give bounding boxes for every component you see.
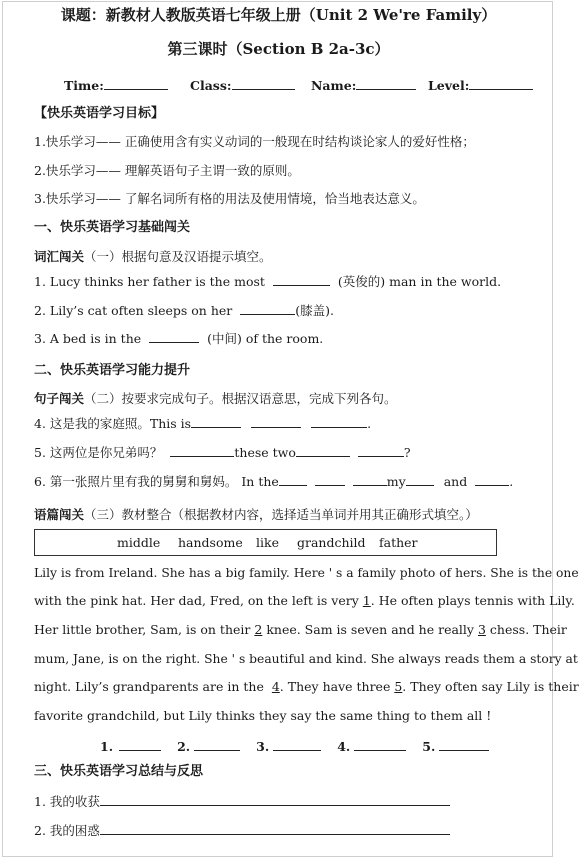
passage-line-2 [34,593,575,609]
section2-passage-subheading [34,507,478,523]
question-6-blank-4[interactable] [406,473,434,486]
question-1-blank[interactable] [273,273,330,286]
goals-heading: 【快乐英语学习目标】 [34,106,165,121]
section3-heading: 三、快乐英语学习总结与反思 [34,764,204,779]
name-blank[interactable] [356,76,416,90]
question-6-blank-3[interactable] [353,473,387,486]
goal-item-2: 2.快乐学习—— 理解英语句子主谓一致的原则。 [34,163,300,178]
reflection-gains [34,793,450,810]
passage-label: 语篇闯关 [34,507,85,522]
question-6: 6. 第一张照片里有我的舅舅和舅妈。 In the my and . [34,474,514,489]
question-3-blank[interactable] [149,330,199,343]
answer-row [100,738,489,755]
passage-text: . They often say Lily is their [402,679,579,694]
question-6-and: and [443,474,468,489]
question-4-text: 4. 这是我的家庭照。This is [34,416,192,431]
passage-line-1: Lily is from Ireland. She has a big family. Here ' s a family photo of hers. She is the one [34,566,579,580]
question-6-my: my [386,474,406,489]
section1-subheading [34,249,272,265]
question-6-blank-1[interactable] [279,473,307,486]
passage-text: chess. Their [489,622,567,637]
class-label: Class: [190,78,232,93]
passage-text: Her little brother, Sam, is on their [34,622,251,637]
answer-blank-5[interactable] [439,738,489,751]
question-1-text: 1. Lucy thinks her father is the most [34,274,265,289]
question-4-blank-1[interactable] [191,415,241,428]
name-label: Name: [311,78,357,93]
sentence-label: 句子闯关 [34,391,85,406]
answer-blank-4[interactable] [354,738,406,751]
question-2 [34,302,334,319]
passage-line-3 [34,622,567,638]
answer-blank-2[interactable] [194,738,240,751]
question-5-blank-3[interactable] [358,444,404,457]
level-field [428,76,533,94]
question-6-blank-2[interactable] [315,473,345,486]
passage-blank-1: 1 [362,593,371,608]
reflection-gains-label: 1. 我的收获 [34,794,100,809]
word-bank-item: father [379,535,418,550]
answer-number: 5. [422,739,436,754]
question-5-blank-1[interactable] [170,444,234,457]
level-blank[interactable] [469,76,533,90]
question-2-text: 2. Lily’s cat often sleeps on her [34,303,233,318]
passage-text: . They have three [279,679,391,694]
passage-blank-3: 3 [477,622,486,637]
question-3 [34,330,323,347]
passage-line-5 [34,679,579,695]
answer-number: 1. [100,739,114,754]
goal-item-1: 1.快乐学习—— 正确使用含有实义动词的一般现在时结构谈论家人的爱好性格； [34,134,475,149]
passage-blank-5: 5 [394,679,403,694]
class-blank[interactable] [232,76,295,90]
passage-line-6: favorite grandchild, but Lily thinks they say the same thing to them all ! [34,708,492,723]
question-4-blank-2[interactable] [251,415,301,428]
vocab-instruction: （一）根据句意及汉语提示填空。 [84,249,272,264]
word-bank-item: grandchild [297,535,366,550]
section2-heading: 二、快乐英语学习能力提升 [34,363,191,378]
time-blank[interactable] [104,76,168,90]
passage-instruction: （三）教材整合（根据教材内容，选择适当单词并用其正确形式填空。） [84,507,478,522]
question-3-text: 3. A bed is in the [34,331,142,346]
question-5-mid: these two [234,445,296,460]
page-title: 课题：新教材人教版英语七年级上册（Unit 2 We're Family） [60,6,497,24]
sentence-instruction: （二）按要求完成句子。根据汉语意思，完成下列各句。 [84,391,397,406]
question-5-text: 5. 这两位是你兄弟吗？ [34,445,163,460]
question-5-blank-2[interactable] [296,444,350,457]
question-5-end: ? [403,445,411,460]
lesson-subtitle: 第三课时（Section B 2a-3c） [167,40,390,58]
passage-blank-4: 4 [271,679,280,694]
reflection-confusion-line[interactable] [100,822,450,835]
passage-text: with the pink hat. Her dad, Fred, on the left is very [34,593,359,608]
question-3-hint: (中间) of the room. [207,331,324,346]
question-4: 4. 这是我的家庭照。This is . [34,416,372,431]
answer-number: 3. [256,739,270,754]
reflection-confusion [34,822,450,839]
answer-number: 2. [177,739,191,754]
question-2-hint: (膝盖). [295,303,334,318]
answer-blank-1[interactable] [119,738,161,751]
question-6-text: 6. 第一张照片里有我的舅舅和舅妈。 In the [34,474,279,489]
answer-blank-3[interactable] [273,738,321,751]
word-bank-item: handsome [178,535,243,550]
reflection-gains-line[interactable] [100,793,450,806]
question-6-blank-5[interactable] [475,473,509,486]
word-bank-item: middle [117,535,161,550]
vocab-label: 词汇闯关 [34,249,85,264]
class-field [190,76,295,94]
passage-text: knee. Sam is seven and he really [266,622,474,637]
word-bank [34,529,497,556]
goal-item-3: 3.快乐学习—— 了解名词所有格的用法及使用情境，恰当地表达意义。 [34,191,425,206]
section2-subheading [34,391,397,407]
time-label: Time: [64,78,104,93]
answer-number: 4. [337,739,351,754]
passage-text: . He often plays tennis with Lily. [370,593,575,608]
question-5 [34,444,411,461]
name-field [311,76,416,94]
passage-line-4: mum, Jane, is on the right. She ' s beautiful and kind. She always reads them a story at [34,652,578,666]
reflection-confusion-label: 2. 我的困惑 [34,823,100,838]
question-1-hint: (英俊的) man in the world. [337,274,502,289]
passage-blank-2: 2 [254,622,263,637]
section1-heading: 一、快乐英语学习基础闯关 [34,220,191,235]
question-1 [34,273,501,290]
level-label: Level: [428,78,470,93]
word-bank-item: like [256,535,279,550]
question-4-blank-3[interactable] [311,415,367,428]
question-2-blank[interactable] [240,302,295,315]
passage-text: night. Lily’s grandparents are in the [34,679,264,694]
time-field [64,76,168,94]
